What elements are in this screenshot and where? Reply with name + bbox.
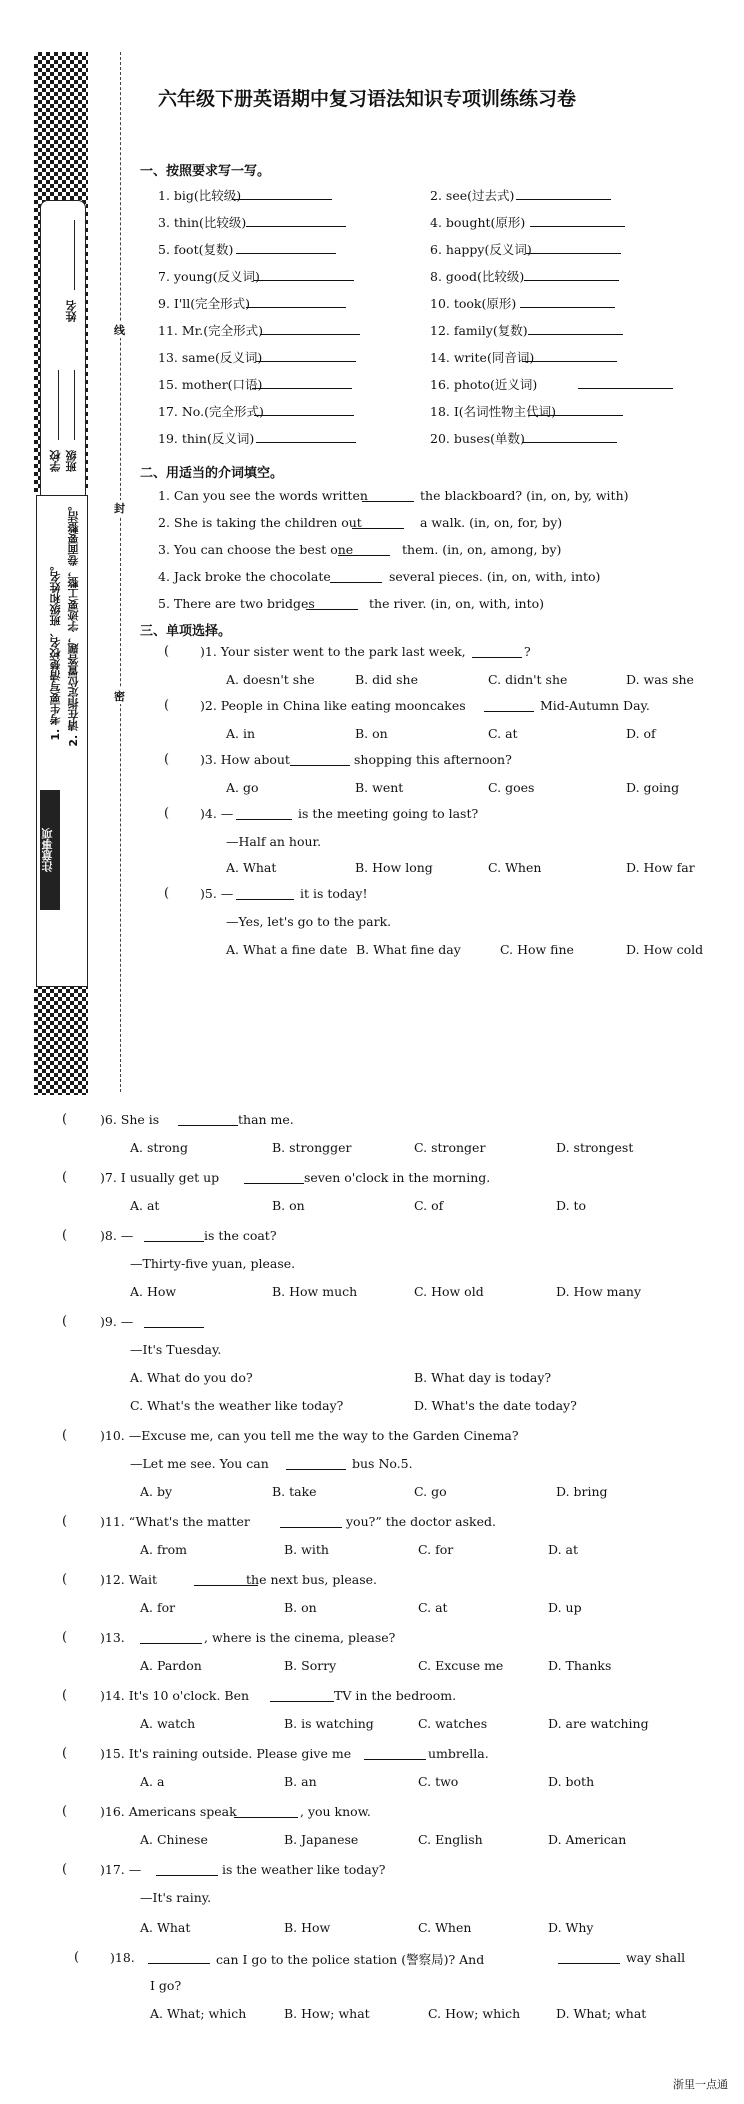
- question-tail: , where is the cinema, please?: [204, 1630, 396, 1645]
- option: A. in: [226, 726, 256, 741]
- question-stem: )6. She is: [100, 1112, 160, 1127]
- section1-item: 19. thin(反义词): [158, 431, 255, 446]
- question-tail: bus No.5.: [352, 1456, 413, 1471]
- option: C. two: [418, 1774, 459, 1789]
- section1-item: 20. buses(单数): [430, 431, 525, 446]
- preposition-blank[interactable]: [306, 598, 358, 610]
- option: D. are watching: [548, 1716, 649, 1731]
- option: D. Why: [548, 1920, 594, 1935]
- option: C. English: [418, 1832, 483, 1847]
- option: A. What a fine date: [226, 942, 348, 957]
- question-stem: )17. —: [100, 1862, 142, 1877]
- seal-dashed-line: [120, 52, 121, 1092]
- notice-tag: 注意事项: [40, 790, 60, 910]
- option: A. What: [226, 860, 277, 875]
- section1-item: 14. write(同音词): [430, 350, 535, 365]
- option: C. go: [414, 1484, 447, 1499]
- answer-blank[interactable]: [530, 215, 625, 227]
- question-stem: )18.: [110, 1950, 135, 1965]
- section2-sentence-part2: them. (in, on, among, by): [402, 542, 562, 557]
- answer-bracket: (: [62, 1862, 68, 1877]
- question-stem: )1. Your sister went to the park last week,: [200, 644, 466, 659]
- answer-bracket: (: [62, 1746, 68, 1761]
- answer-bracket: (: [74, 1950, 80, 1965]
- option: D. How cold: [626, 942, 704, 957]
- section2-sentence-part1: 5. There are two bridges: [158, 596, 315, 611]
- option: B. What day is today?: [414, 1370, 552, 1385]
- question-stem: )11. “What's the matter: [100, 1514, 250, 1529]
- option: C. When: [418, 1920, 472, 1935]
- option: D. What; what: [556, 2006, 647, 2021]
- answer-blank[interactable]: [246, 215, 346, 227]
- section2-sentence-part2: the river. (in, on, with, into): [369, 596, 545, 611]
- question-tail: is the weather like today?: [222, 1862, 386, 1877]
- option: B. on: [272, 1198, 305, 1213]
- question-stem: )13.: [100, 1630, 125, 1645]
- option: C. for: [418, 1542, 454, 1557]
- section1-item: 18. I(名词性物主代词): [430, 404, 557, 419]
- section2-heading: 二、用适当的介词填空。: [140, 466, 284, 481]
- answer-blank[interactable]: [156, 1864, 218, 1876]
- answer-blank[interactable]: [516, 188, 611, 200]
- section1-item: 4. bought(原形): [430, 215, 526, 230]
- option: A. What do you do?: [130, 1370, 253, 1385]
- option: A. Pardon: [140, 1658, 202, 1673]
- option: C. of: [414, 1198, 444, 1213]
- section1-item: 13. same(反义词): [158, 350, 263, 365]
- class-line: [74, 370, 75, 440]
- option: B. went: [355, 780, 404, 795]
- answer-blank[interactable]: [254, 404, 354, 416]
- class-label: 班级: [65, 450, 78, 472]
- answer-blank[interactable]: [286, 1458, 346, 1470]
- answer-blank[interactable]: [280, 1516, 342, 1528]
- answer-blank[interactable]: [256, 350, 356, 362]
- question-tail-2: I go?: [150, 1978, 182, 1993]
- answer-blank[interactable]: [236, 808, 292, 820]
- section1-item: 15. mother(口语): [158, 377, 263, 392]
- question-stem: )7. I usually get up: [100, 1170, 220, 1185]
- question-tail: than me.: [238, 1112, 294, 1127]
- question-stem: )10. —Excuse me, can you tell me the way to the Garden Cinema?: [100, 1428, 519, 1443]
- answer-bracket: (: [164, 806, 170, 821]
- answer-blank[interactable]: [522, 431, 617, 443]
- answer-blank[interactable]: [472, 646, 522, 658]
- option: A. strong: [130, 1140, 188, 1155]
- question-stem: )2. People in China like eating mooncakes: [200, 698, 466, 713]
- section2-sentence-part2: several pieces. (in, on, with, into): [389, 569, 601, 584]
- school-label: 学校: [49, 450, 62, 472]
- answer-bracket: (: [62, 1688, 68, 1703]
- section1-item: 10. took(原形): [430, 296, 517, 311]
- question-tail: shopping this afternoon?: [354, 752, 512, 767]
- section1-item: 2. see(过去式): [430, 188, 515, 203]
- option: C. didn't she: [488, 672, 568, 687]
- answer-blank[interactable]: [178, 1114, 238, 1126]
- option: A. go: [226, 780, 259, 795]
- answer-bracket: (: [62, 1514, 68, 1529]
- question-tail: is the meeting going to last?: [298, 806, 479, 821]
- option: D. American: [548, 1832, 627, 1847]
- option: D. going: [626, 780, 680, 795]
- page-title: 六年级下册英语期中复习语法知识专项训练练习卷: [158, 88, 577, 110]
- option: A. What; which: [150, 2006, 247, 2021]
- option: B. How much: [272, 1284, 358, 1299]
- option: C. at: [418, 1600, 448, 1615]
- section2-sentence-part1: 1. Can you see the words written: [158, 488, 368, 503]
- answer-blank[interactable]: [144, 1316, 204, 1328]
- section2-sentence-part1: 3. You can choose the best one: [158, 542, 354, 557]
- option: C. How fine: [500, 942, 574, 957]
- section2-sentence-part1: 2. She is taking the children out: [158, 515, 362, 530]
- option: C. How old: [414, 1284, 484, 1299]
- option: B. What fine day: [356, 942, 461, 957]
- question-stem: )4. —: [200, 806, 234, 821]
- option: A. Chinese: [140, 1832, 208, 1847]
- section1-item: 7. young(反义词): [158, 269, 260, 284]
- option: C. Excuse me: [418, 1658, 504, 1673]
- option: C. stronger: [414, 1140, 486, 1155]
- option: B. an: [284, 1774, 317, 1789]
- answer-blank[interactable]: [140, 1632, 202, 1644]
- answer-bracket: (: [62, 1804, 68, 1819]
- answer-blank[interactable]: [144, 1230, 204, 1242]
- option: C. watches: [418, 1716, 488, 1731]
- option: B. strongger: [272, 1140, 352, 1155]
- question-stem: )15. It's raining outside. Please give me: [100, 1746, 352, 1761]
- question-tail: Mid-Autumn Day.: [540, 698, 650, 713]
- answer-blank[interactable]: [234, 1806, 298, 1818]
- section2-sentence-part2: a walk. (in, on, for, by): [420, 515, 563, 530]
- option: D. What's the date today?: [414, 1398, 577, 1413]
- option: A. at: [130, 1198, 160, 1213]
- option: A. for: [140, 1600, 176, 1615]
- option: B. How: [284, 1920, 331, 1935]
- option: B. with: [284, 1542, 329, 1557]
- question-tail: umbrella.: [428, 1746, 489, 1761]
- notice-2: 2. 请在指定位置答题，字迹要工整，卷面要整洁。: [67, 500, 80, 747]
- question-tail: ?: [524, 644, 531, 659]
- answer-bracket: (: [62, 1428, 68, 1443]
- option: C. at: [488, 726, 518, 741]
- question-tail: it is today!: [300, 886, 368, 901]
- notice-1: 1. 考生要写清楚校名、班级和姓名。: [49, 560, 62, 741]
- answer-bracket: (: [62, 1170, 68, 1185]
- seal-char-line: 线: [114, 324, 125, 337]
- option: A. doesn't she: [226, 672, 315, 687]
- question-stem: )9. —: [100, 1314, 134, 1329]
- option: B. take: [272, 1484, 317, 1499]
- answer-blank[interactable]: [236, 242, 336, 254]
- question-tail: the next bus, please.: [246, 1572, 377, 1587]
- option: C. When: [488, 860, 542, 875]
- section1-item: 6. happy(反义词): [430, 242, 532, 257]
- answer-blank[interactable]: [232, 188, 332, 200]
- answer-blank[interactable]: [520, 296, 615, 308]
- answer-bracket: (: [62, 1228, 68, 1243]
- question-reply: —Yes, let's go to the park.: [226, 914, 392, 929]
- question-reply: —Half an hour.: [226, 834, 322, 849]
- answer-blank[interactable]: [270, 1690, 334, 1702]
- option: D. up: [548, 1600, 582, 1615]
- answer-bracket: (: [62, 1572, 68, 1587]
- option: B. is watching: [284, 1716, 374, 1731]
- binding-strip-bottom: [34, 985, 88, 1095]
- section1-item: 12. family(复数): [430, 323, 528, 338]
- option: D. both: [548, 1774, 595, 1789]
- question-mid: can I go to the police station (警察局)? And: [216, 1952, 485, 1967]
- answer-blank[interactable]: [578, 377, 673, 389]
- section1-item: 1. big(比较级): [158, 188, 242, 203]
- option: A. How: [130, 1284, 177, 1299]
- question-stem: )8. —: [100, 1228, 134, 1243]
- option: D. Thanks: [548, 1658, 612, 1673]
- answer-blank[interactable]: [364, 1748, 426, 1760]
- answer-blank[interactable]: [524, 269, 619, 281]
- option: A. What: [140, 1920, 191, 1935]
- option: D. of: [626, 726, 656, 741]
- answer-blank[interactable]: [558, 1952, 620, 1964]
- answer-bracket: (: [62, 1112, 68, 1127]
- option: B. on: [284, 1600, 317, 1615]
- answer-bracket: (: [62, 1314, 68, 1329]
- question-tail: way shall: [626, 1950, 686, 1965]
- option: B. did she: [355, 672, 418, 687]
- question-stem: )12. Wait: [100, 1572, 157, 1587]
- answer-blank[interactable]: [528, 323, 623, 335]
- answer-blank[interactable]: [256, 431, 356, 443]
- question-tail: , you know.: [300, 1804, 371, 1819]
- option: B. Sorry: [284, 1658, 337, 1673]
- answer-bracket: (: [164, 752, 170, 767]
- answer-blank[interactable]: [526, 242, 621, 254]
- section1-item: 5. foot(复数): [158, 242, 234, 257]
- question-stem: )14. It's 10 o'clock. Ben: [100, 1688, 250, 1703]
- option: D. at: [548, 1542, 578, 1557]
- section2-sentence-part2: the blackboard? (in, on, by, with): [420, 488, 629, 503]
- preposition-blank[interactable]: [330, 571, 382, 583]
- section1-heading: 一、按照要求写一写。: [140, 164, 271, 179]
- preposition-blank[interactable]: [362, 490, 414, 502]
- seal-char-secret: 密: [114, 690, 125, 703]
- section1-item: 9. I'll(完全形式): [158, 296, 251, 311]
- answer-blank[interactable]: [148, 1952, 210, 1964]
- school-line: [58, 370, 59, 440]
- question-reply: —Let me see. You can: [130, 1456, 269, 1471]
- section1-item: 8. good(比较级): [430, 269, 525, 284]
- option: C. How; which: [428, 2006, 521, 2021]
- question-reply: —Thirty-five yuan, please.: [130, 1256, 296, 1271]
- answer-blank[interactable]: [522, 350, 617, 362]
- option: D. How many: [556, 1284, 642, 1299]
- option: D. to: [556, 1198, 587, 1213]
- question-tail: seven o'clock in the morning.: [304, 1170, 491, 1185]
- option: C. What's the weather like today?: [130, 1398, 344, 1413]
- section1-item: 17. No.(完全形式): [158, 404, 264, 419]
- option: D. strongest: [556, 1140, 634, 1155]
- answer-blank[interactable]: [528, 404, 623, 416]
- answer-blank[interactable]: [254, 269, 354, 281]
- question-stem: )5. —: [200, 886, 234, 901]
- answer-blank[interactable]: [246, 296, 346, 308]
- question-stem: )3. How about: [200, 752, 290, 767]
- option: D. was she: [626, 672, 694, 687]
- answer-bracket: (: [62, 1630, 68, 1645]
- option: A. by: [140, 1484, 173, 1499]
- answer-blank[interactable]: [252, 377, 352, 389]
- preposition-blank[interactable]: [338, 544, 390, 556]
- option: B. Japanese: [284, 1832, 359, 1847]
- question-reply: —It's rainy.: [140, 1890, 212, 1905]
- answer-blank[interactable]: [244, 1172, 304, 1184]
- option: D. bring: [556, 1484, 608, 1499]
- question-tail: TV in the bedroom.: [334, 1688, 457, 1703]
- question-stem: )16. Americans speak: [100, 1804, 237, 1819]
- option: B. on: [355, 726, 388, 741]
- preposition-blank[interactable]: [352, 517, 404, 529]
- section1-item: 11. Mr.(完全形式): [158, 323, 263, 338]
- question-tail: you?” the doctor asked.: [346, 1514, 496, 1529]
- question-tail: is the coat?: [204, 1228, 277, 1243]
- answer-bracket: (: [164, 698, 170, 713]
- section1-item: 3. thin(比较级): [158, 215, 247, 230]
- option: B. How long: [355, 860, 433, 875]
- section1-item: 16. photo(近义词): [430, 377, 538, 392]
- answer-blank[interactable]: [290, 754, 350, 766]
- option: A. from: [140, 1542, 187, 1557]
- answer-blank[interactable]: [260, 323, 360, 335]
- option: A. watch: [140, 1716, 196, 1731]
- question-reply: —It's Tuesday.: [130, 1342, 222, 1357]
- section2-sentence-part1: 4. Jack broke the chocolate: [158, 569, 331, 584]
- name-line: [74, 220, 75, 290]
- footer-watermark: 浙里一点通: [673, 2078, 728, 2091]
- option: D. How far: [626, 860, 695, 875]
- option: A. a: [140, 1774, 165, 1789]
- seal-char-seal: 封: [114, 502, 125, 515]
- name-label: 姓名: [65, 300, 78, 322]
- answer-blank[interactable]: [484, 700, 534, 712]
- answer-blank[interactable]: [236, 888, 294, 900]
- section3-heading: 三、单项选择。: [140, 624, 232, 639]
- answer-bracket: (: [164, 644, 170, 659]
- answer-bracket: (: [164, 886, 170, 901]
- option: C. goes: [488, 780, 535, 795]
- option: B. How; what: [284, 2006, 370, 2021]
